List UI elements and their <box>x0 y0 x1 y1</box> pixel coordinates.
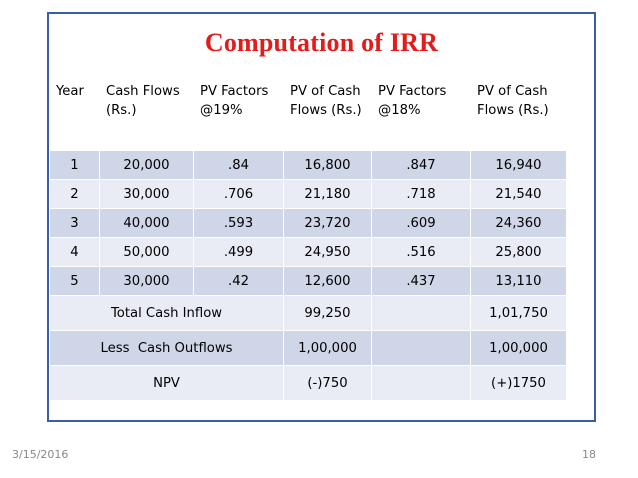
total-cash-inflow-row <box>50 296 567 331</box>
cell-pv-cash-flow-18: 25,800 <box>471 238 567 267</box>
summary-empty <box>372 366 471 401</box>
cell-cash-flow: 20,000 <box>100 151 194 180</box>
cell-year: 4 <box>50 238 100 267</box>
cell-cash-flow: 30,000 <box>100 267 194 296</box>
table-row <box>50 209 567 238</box>
summary-label: Less Cash Outflows <box>50 331 284 366</box>
cell-year: 3 <box>50 209 100 238</box>
header-pv-cash-flows-19: PV of Cash Flows (Rs.) <box>284 75 372 151</box>
header-pv-cash-flows-18: PV of Cash Flows (Rs.) <box>471 75 567 151</box>
cell-cash-flow: 30,000 <box>100 180 194 209</box>
summary-empty <box>372 296 471 331</box>
cell-pv-cash-flow-19: 16,800 <box>284 151 372 180</box>
table-row <box>50 238 567 267</box>
summary-pv-19: 1,00,000 <box>284 331 372 366</box>
summary-pv-18: 1,00,000 <box>471 331 567 366</box>
slide-date: 3/15/2016 <box>12 448 69 461</box>
cell-pv-cash-flow-18: 13,110 <box>471 267 567 296</box>
summary-pv-18: (+)1750 <box>471 366 567 401</box>
cell-pv-cash-flow-18: 21,540 <box>471 180 567 209</box>
cell-year: 1 <box>50 151 100 180</box>
cell-pv-factor-19: .42 <box>194 267 284 296</box>
summary-empty <box>372 331 471 366</box>
cell-pv-cash-flow-18: 24,360 <box>471 209 567 238</box>
slide-title: Computation of IRR <box>204 28 439 57</box>
cell-pv-factor-19: .593 <box>194 209 284 238</box>
table-row <box>50 267 567 296</box>
cash-outflows-row <box>50 331 567 366</box>
cell-cash-flow: 40,000 <box>100 209 194 238</box>
summary-pv-18: 1,01,750 <box>471 296 567 331</box>
cell-pv-factor-19: .706 <box>194 180 284 209</box>
npv-row <box>50 366 567 401</box>
summary-label: Total Cash Inflow <box>50 296 284 331</box>
header-year: Year <box>50 75 100 151</box>
cell-pv-factor-18: .718 <box>372 180 471 209</box>
cell-pv-factor-19: .84 <box>194 151 284 180</box>
summary-pv-19: 99,250 <box>284 296 372 331</box>
cell-pv-cash-flow-19: 23,720 <box>284 209 372 238</box>
header-cash-flows: Cash Flows (Rs.) <box>100 75 194 151</box>
cell-pv-cash-flow-19: 21,180 <box>284 180 372 209</box>
cell-year: 2 <box>50 180 100 209</box>
cell-pv-factor-18: .847 <box>372 151 471 180</box>
irr-table <box>49 74 567 401</box>
table-row <box>50 151 567 180</box>
summary-pv-19: (-)750 <box>284 366 372 401</box>
summary-label: NPV <box>50 366 284 401</box>
cell-pv-factor-18: .516 <box>372 238 471 267</box>
header-pv-factors-19: PV Factors @19% <box>194 75 284 151</box>
cell-pv-cash-flow-19: 24,950 <box>284 238 372 267</box>
cell-year: 5 <box>50 267 100 296</box>
header-pv-factors-18: PV Factors @18% <box>372 75 471 151</box>
cell-cash-flow: 50,000 <box>100 238 194 267</box>
cell-pv-factor-18: .437 <box>372 267 471 296</box>
cell-pv-factor-18: .609 <box>372 209 471 238</box>
slide-page-number: 18 <box>582 448 596 461</box>
table-header-row <box>50 75 567 151</box>
cell-pv-cash-flow-19: 12,600 <box>284 267 372 296</box>
table-row <box>50 180 567 209</box>
cell-pv-factor-19: .499 <box>194 238 284 267</box>
cell-pv-cash-flow-18: 16,940 <box>471 151 567 180</box>
